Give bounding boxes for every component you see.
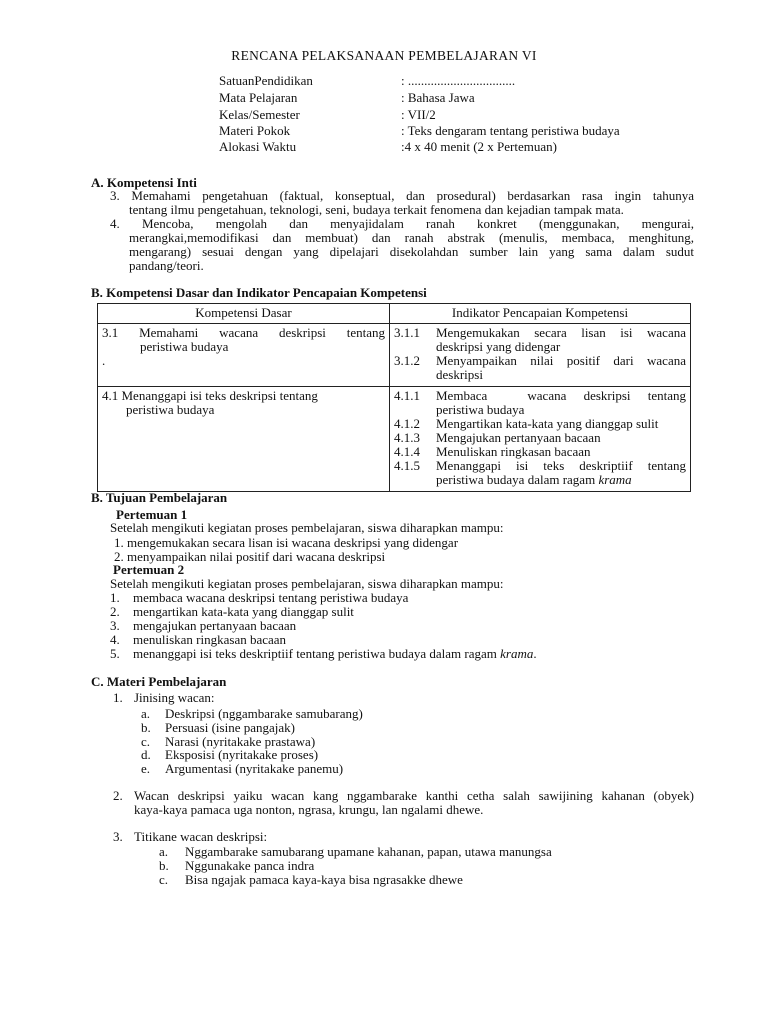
text-type-item: Argumentasi (nyritakake panemu): [165, 761, 344, 776]
meeting-1-intro: Setelah mengikuti kegiatan proses pembelajaran, siswa diharapkan mampu:: [110, 520, 504, 535]
text-type-letter: d.: [141, 747, 151, 762]
table-header-cell: Kompetensi Dasar: [98, 304, 390, 324]
feature-item: Nggambarake samubarang upamane kahanan, papan, utawa manungsa: [185, 844, 552, 859]
meeting-1-item: 2. menyampaikan nilai positif dari wacana deskripsi: [114, 549, 386, 564]
text-type-item: Deskripsi (nggambarake samubarang): [165, 706, 363, 721]
indicator-number: 3.1.2: [394, 353, 420, 368]
meeting-2-item-text: menuliskan ringkasan bacaan: [133, 632, 287, 647]
meeting-2-item-number: 1.: [110, 590, 120, 605]
kd-text: 3.1 Memahami wacana deskripsi tentang: [102, 325, 385, 340]
ki-4-line: merangkai,memodifikasi dan membuat) dan ranah abstrak (menulis, membaca, menghitung,: [129, 230, 694, 245]
table-cell-indicators: [390, 324, 691, 387]
indicator-item: [394, 431, 686, 445]
ki-3-line: 3. Memahami pengetahuan (faktual, konseptual, dan prosedural) berdasarkan rasa ingin tahunya: [110, 188, 694, 203]
text-type-letter: e.: [141, 761, 151, 776]
indicator-line: Menuliskan ringkasan bacaan: [436, 444, 591, 459]
identity-value: :4 x 40 menit (2 x Pertemuan): [401, 139, 557, 154]
table-header-cell: Indikator Pencapaian Kompetensi: [390, 304, 691, 324]
feature-item: Bisa ngajak pamaca kaya-kaya bisa ngrasakke dhewe: [185, 872, 463, 887]
indicator-line: Mengemukakan secara lisan isi wacana: [436, 325, 686, 340]
text-type-item: Persuasi (isine pangajak): [165, 720, 295, 735]
material-text: Wacan deskripsi yaiku wacan kang nggambarake kanthi cetha salah sawijining kahanan (obyek): [134, 788, 694, 803]
meeting-2-item: [133, 647, 537, 661]
indicator-number: 4.1.2: [394, 416, 420, 431]
indicator-text: [436, 389, 686, 417]
section-a-heading: A. Kompetensi Inti: [91, 175, 197, 190]
meeting-2-item-punct: .: [533, 646, 537, 661]
meeting-2-item-text: mengajukan pertanyaan bacaan: [133, 618, 297, 633]
section-c-heading: C. Materi Pembelajaran: [91, 674, 227, 689]
material-text: Titikane wacan deskripsi:: [134, 829, 268, 844]
feature-letter: a.: [159, 844, 169, 859]
indicator-number: 4.1.3: [394, 430, 420, 445]
indicator-text: [436, 459, 686, 487]
meeting-2-item-italic: krama: [500, 646, 534, 661]
meeting-2-item-number: 5.: [110, 646, 120, 661]
ki-4-line: pandang/teori.: [129, 258, 204, 273]
text-type-letter: b.: [141, 720, 151, 735]
indicator-line: peristiwa budaya: [436, 402, 525, 417]
page-title: RENCANA PELAKSANAAN PEMBELAJARAN VI: [231, 48, 537, 63]
meeting-2-item-number: 4.: [110, 632, 120, 647]
text-type-letter: a.: [141, 706, 151, 721]
table-row: [98, 387, 691, 492]
identity-label: Materi Pokok: [219, 123, 291, 138]
section-b2-heading: B. Tujuan Pembelajaran: [91, 490, 228, 505]
identity-label: SatuanPendidikan: [219, 73, 313, 88]
ki-3-line: tentang ilmu pengetahuan, teknologi, seni, budaya terkait fenomena dan kejadian tampak mata.: [129, 202, 624, 217]
indicator-item: [394, 389, 686, 417]
identity-value: : Teks dengaram tentang peristiwa budaya: [401, 123, 620, 138]
kd-text: peristiwa budaya: [126, 402, 215, 417]
identity-value: : Bahasa Jawa: [401, 90, 475, 105]
meeting-2-item-text: menanggapi isi teks deskriptiif tentang peristiwa budaya dalam ragam: [133, 646, 497, 661]
indicator-line: Menanggapi isi teks deskriptiif tentang: [436, 458, 686, 473]
table-cell-kd: [98, 324, 390, 387]
indicator-number: 3.1.1: [394, 325, 420, 340]
meeting-2-item-number: 2.: [110, 604, 120, 619]
table-cell-indicators: [390, 387, 691, 492]
identity-value: : VII/2: [401, 107, 436, 122]
material-number: 1.: [113, 690, 123, 705]
identity-label: Mata Pelajaran: [219, 90, 298, 105]
meeting-2-item-text: mengartikan kata-kata yang dianggap sulit: [133, 604, 354, 619]
table-cell-kd: [98, 387, 390, 492]
text-type-item: Eksposisi (nyritakake proses): [165, 747, 319, 762]
ki-4-line: mengarang) sesuai dengan yang dipelajari disekolahdan sumber lain yang sama dalam sudut: [129, 244, 694, 259]
meeting-2-intro: Setelah mengikuti kegiatan proses pembelajaran, siswa diharapkan mampu:: [110, 576, 504, 591]
indicator-number: 4.1.5: [394, 458, 420, 473]
kd-text: 4.1 Menanggapi isi teks deskripsi tentang: [102, 388, 318, 403]
table-row: [98, 324, 691, 387]
feature-letter: b.: [159, 858, 169, 873]
material-text: kaya-kaya pamaca uga nonton, ngrasa, krungu, lan ngalami dhewe.: [134, 802, 484, 817]
indicator-line: deskripsi yang didengar: [436, 339, 561, 354]
material-number: 3.: [113, 829, 123, 844]
indicator-line-text: peristiwa budaya dalam ragam: [436, 472, 596, 487]
kd-text: peristiwa budaya: [140, 339, 229, 354]
identity-label: Alokasi Waktu: [219, 139, 297, 154]
table-header-row: [98, 304, 691, 324]
indicator-item: [394, 354, 686, 382]
indicator-line: Menyampaikan nilai positif dari wacana: [436, 353, 686, 368]
indicator-item: [394, 417, 686, 431]
identity-label: Kelas/Semester: [219, 107, 300, 122]
meeting-2-item-text: membaca wacana deskripsi tentang peristiwa budaya: [133, 590, 409, 605]
identity-value: : .................................: [401, 73, 516, 88]
material-number: 2.: [113, 788, 123, 803]
indicator-line: Mengartikan kata-kata yang dianggap sulit: [436, 416, 659, 431]
feature-item: Nggunakake panca indra: [185, 858, 315, 873]
indicator-line: Mengajukan pertanyaan bacaan: [436, 430, 601, 445]
indicator-text: [436, 354, 686, 382]
indicator-number: 4.1.1: [394, 388, 420, 403]
indicator-number: 4.1.4: [394, 444, 420, 459]
indicator-item: [394, 459, 686, 487]
text-type-letter: c.: [141, 734, 151, 749]
section-b-heading: B. Kompetensi Dasar dan Indikator Pencapaian Kompetensi: [91, 285, 427, 300]
meeting-2-title: Pertemuan 2: [113, 562, 185, 577]
indicator-item: [394, 445, 686, 459]
ki-4-line: 4. Mencoba, mengolah dan menyajidalam ranah konkret (menggunakan, mengurai,: [110, 216, 694, 231]
indicator-line: Membaca wacana deskripsi tentang: [436, 388, 686, 403]
indicator-line: [436, 473, 686, 487]
meeting-1-title: Pertemuan 1: [116, 507, 188, 522]
indicator-text: [436, 326, 686, 354]
text-type-item: Narasi (nyritakake prastawa): [165, 734, 316, 749]
material-text: Jinising wacan:: [134, 690, 215, 705]
indicator-item: [394, 326, 686, 354]
competency-table: [97, 303, 691, 492]
feature-letter: c.: [159, 872, 169, 887]
meeting-1-item: 1. mengemukakan secara lisan isi wacana deskripsi yang didengar: [114, 535, 459, 550]
kd-text: .: [102, 353, 106, 368]
indicator-italic: krama: [598, 472, 632, 487]
indicator-line: deskripsi: [436, 367, 483, 382]
meeting-2-item-number: 3.: [110, 618, 120, 633]
